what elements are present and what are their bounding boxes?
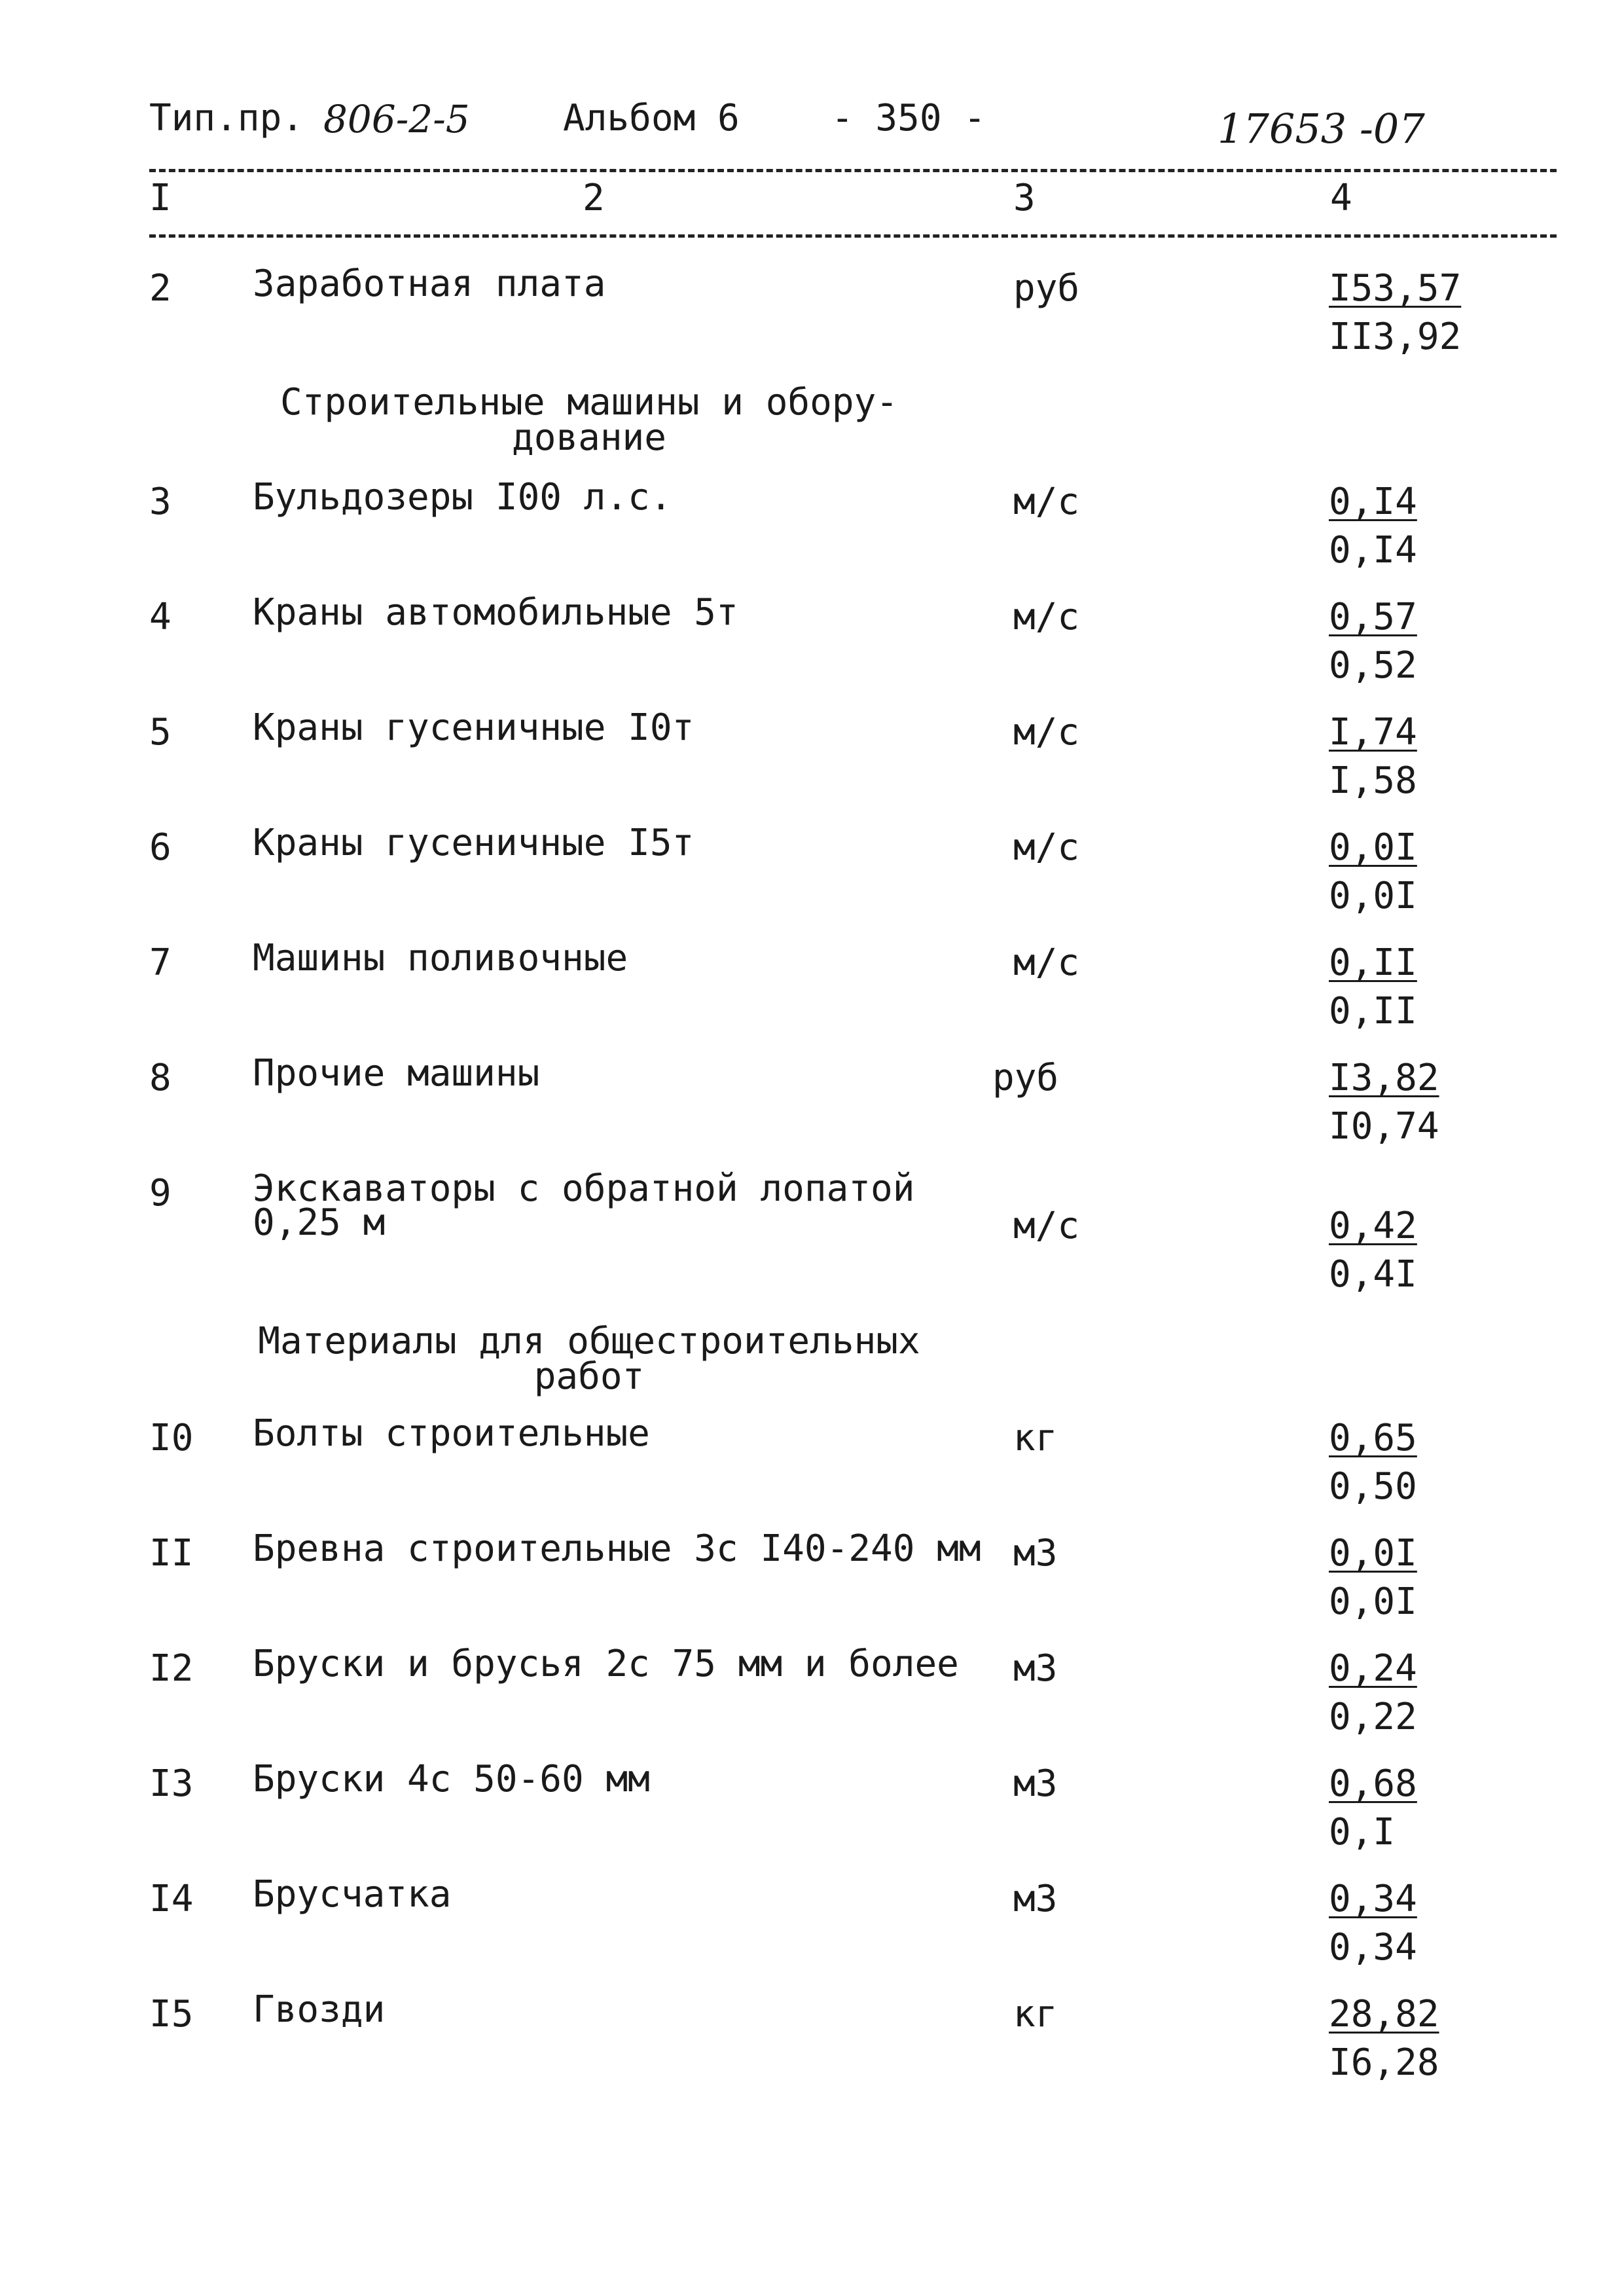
row-number: 6	[149, 826, 171, 869]
row-unit: м/с	[1013, 481, 1080, 523]
document-number: 17653 -07	[1218, 105, 1425, 153]
row-unit: м/с	[1013, 711, 1080, 754]
row-name-line: Экскаваторы с обратной лопатой	[253, 1167, 915, 1210]
row-number: 8	[149, 1057, 171, 1099]
row-value-denominator: 0,52	[1329, 644, 1417, 687]
page-number: - 350 -	[831, 97, 986, 139]
row-value-denominator: 0,II	[1329, 990, 1417, 1032]
row-number: I2	[149, 1647, 194, 1690]
row-value-numerator: I3,82	[1329, 1057, 1439, 1099]
row-value-denominator: 0,0I	[1329, 875, 1417, 917]
row-value-denominator: I0,74	[1329, 1105, 1439, 1148]
row-unit: руб	[992, 1057, 1059, 1099]
row-name	[253, 1167, 915, 1244]
row-number: I4	[149, 1878, 194, 1920]
row-number: I3	[149, 1762, 194, 1805]
type-project-number: 806-2-5	[323, 97, 470, 141]
row-name: Краны гусеничные I0т	[253, 706, 695, 749]
row-name: Прочие машины	[253, 1052, 540, 1095]
row-value-numerator: 0,34	[1329, 1878, 1417, 1920]
row-number: 3	[149, 481, 171, 523]
row-value-denominator: 0,34	[1329, 1926, 1417, 1969]
section-heading-line: дование	[511, 416, 666, 459]
row-number: II	[149, 1532, 194, 1575]
row-name: Брусчатка	[253, 1873, 452, 1916]
row-value-numerator: 0,II	[1329, 941, 1417, 984]
type-project-label: Тип.пр.	[149, 97, 304, 139]
section-heading-materials	[196, 1320, 982, 1398]
row-value-denominator: 0,I4	[1329, 529, 1417, 572]
header-rule-top	[149, 169, 1557, 172]
row-name: Бревна строительные 3с I40-240 мм	[253, 1527, 981, 1570]
row-value-numerator: 0,57	[1329, 596, 1417, 638]
row-unit: кг	[1013, 1993, 1058, 2035]
row-unit: кг	[1013, 1417, 1058, 1459]
row-value-denominator: 0,I	[1329, 1811, 1396, 1853]
row-number: I0	[149, 1417, 194, 1459]
row-unit: м/с	[1013, 941, 1080, 984]
row-value-numerator: 28,82	[1329, 1993, 1439, 2035]
row-value-denominator: 0,50	[1329, 1465, 1417, 1508]
row-name: Бруски и брусья 2с 75 мм и более	[253, 1643, 959, 1685]
column-number-4: 4	[1330, 177, 1352, 219]
row-value-numerator: 0,0I	[1329, 826, 1417, 869]
row-number: 9	[149, 1172, 171, 1214]
row-value-denominator: 0,0I	[1329, 1580, 1417, 1623]
header-rule-bottom	[149, 234, 1557, 238]
row-unit: м/с	[1013, 1205, 1080, 1247]
row-value-numerator: I53,57	[1329, 267, 1462, 310]
row-number: 4	[149, 596, 171, 638]
row-name: Бульдозеры I00 л.с.	[253, 476, 672, 519]
row-number: 5	[149, 711, 171, 754]
column-number-3: 3	[1013, 177, 1036, 219]
column-number-1: I	[149, 177, 171, 219]
row-name: Машины поливочные	[253, 937, 628, 979]
row-name: Бруски 4с 50-60 мм	[253, 1758, 650, 1800]
row-value-denominator: 0,22	[1329, 1696, 1417, 1738]
row-unit: м3	[1013, 1762, 1058, 1805]
row-unit: м3	[1013, 1647, 1058, 1690]
row-name: Заработная плата	[253, 263, 606, 305]
row-value-denominator: I6,28	[1329, 2041, 1439, 2084]
row-unit: руб	[1013, 267, 1080, 310]
row-value-denominator: 0,4I	[1329, 1253, 1417, 1296]
row-number: I5	[149, 1993, 194, 2035]
row-name: Краны гусеничные I5т	[253, 822, 695, 864]
row-value-numerator: 0,0I	[1329, 1532, 1417, 1575]
section-heading-line: работ	[533, 1355, 645, 1398]
row-name: Болты строительные	[253, 1412, 650, 1455]
row-number: 2	[149, 267, 171, 310]
row-name: Краны автомобильные 5т	[253, 591, 738, 634]
row-name-line: 0,25 м	[253, 1201, 386, 1244]
row-value-numerator: 0,24	[1329, 1647, 1417, 1690]
row-value-numerator: 0,I4	[1329, 481, 1417, 523]
row-number: 7	[149, 941, 171, 984]
row-unit: м/с	[1013, 596, 1080, 638]
section-heading-line: Материалы для общестроительных	[258, 1320, 920, 1362]
column-number-2: 2	[583, 177, 605, 219]
row-unit: м3	[1013, 1532, 1058, 1575]
row-value-denominator: I,58	[1329, 759, 1417, 802]
row-name: Гвозди	[253, 1988, 386, 2031]
row-value-denominator: II3,92	[1329, 316, 1462, 358]
section-heading-line: Строительные машины и обору-	[280, 381, 898, 424]
section-heading-machines	[196, 381, 982, 459]
row-unit: м/с	[1013, 826, 1080, 869]
row-value-numerator: 0,68	[1329, 1762, 1417, 1805]
album-label: Альбом 6	[563, 97, 740, 139]
row-value-numerator: I,74	[1329, 711, 1417, 754]
row-unit: м3	[1013, 1878, 1058, 1920]
row-value-numerator: 0,65	[1329, 1417, 1417, 1459]
row-value-numerator: 0,42	[1329, 1205, 1417, 1247]
